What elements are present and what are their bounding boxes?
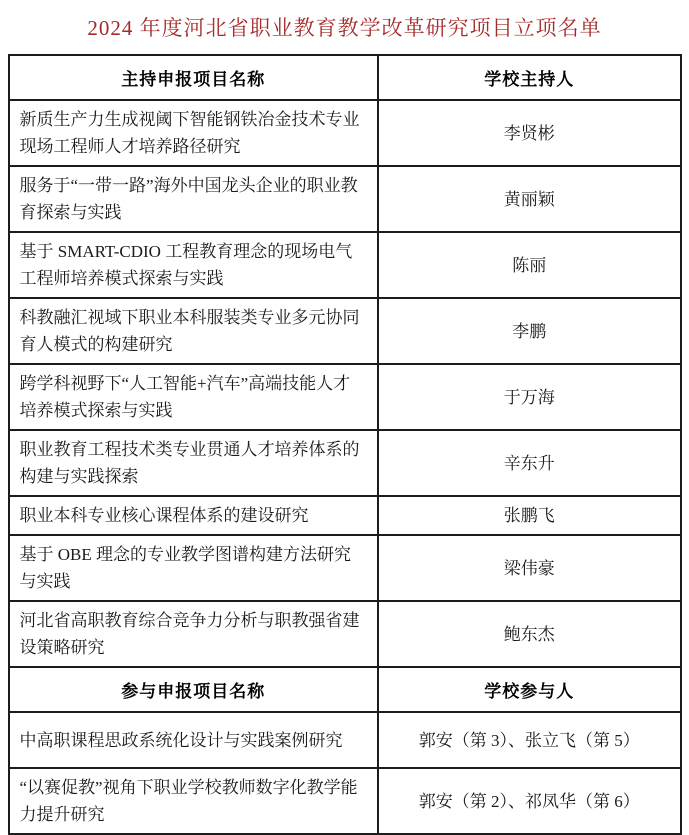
- page-title: 2024 年度河北省职业教育教学改革研究项目立项名单: [87, 16, 602, 40]
- table-row: [9, 496, 681, 535]
- project-name-cell: 跨学科视野下“人工智能+汽车”高端技能人才培养模式探索与实践: [9, 364, 379, 430]
- person-name-cell: 鲍东杰: [378, 601, 680, 667]
- person-name-cell: 黄丽颖: [378, 166, 680, 232]
- project-name-cell: “以赛促教”视角下职业学校教师数字化教学能力提升研究: [9, 768, 379, 834]
- project-name-cell: 基于 OBE 理念的专业教学图谱构建方法研究与实践: [9, 535, 379, 601]
- project-name-cell: 河北省高职教育综合竞争力分析与职教强省建设策略研究: [9, 601, 379, 667]
- table-row: [9, 364, 681, 430]
- table-row: [9, 298, 681, 364]
- hosted-project-column-header: 主持申报项目名称: [9, 55, 379, 100]
- person-name-cell: 梁伟豪: [378, 535, 680, 601]
- project-name-cell: 职业教育工程技术类专业贯通人才培养体系的构建与实践探索: [9, 430, 379, 496]
- project-name-cell: 中高职课程思政系统化设计与实践案例研究: [9, 712, 379, 768]
- table-row: [9, 535, 681, 601]
- hosted-person-column-header: 学校主持人: [378, 55, 680, 100]
- participated-project-column-header: 参与申报项目名称: [9, 667, 379, 712]
- person-name-cell: 李贤彬: [378, 100, 680, 166]
- project-roster-table: [8, 54, 682, 835]
- table-row: [9, 768, 681, 834]
- table-row: [9, 166, 681, 232]
- person-name-cell: 李鹏: [378, 298, 680, 364]
- table-row: [9, 601, 681, 667]
- table-row: [9, 430, 681, 496]
- person-name-cell: 郭安（第 3）、张立飞（第 5）: [378, 712, 680, 768]
- table-row: [9, 232, 681, 298]
- participated-person-column-header: 学校参与人: [378, 667, 680, 712]
- person-name-cell: 郭安（第 2）、祁凤华（第 6）: [378, 768, 680, 834]
- project-name-cell: 科教融汇视域下职业本科服装类专业多元协同育人模式的构建研究: [9, 298, 379, 364]
- project-name-cell: 新质生产力生成视阈下智能钢铁冶金技术专业现场工程师人才培养路径研究: [9, 100, 379, 166]
- person-name-cell: 于万海: [378, 364, 680, 430]
- project-name-cell: 基于 SMART-CDIO 工程教育理念的现场电气工程师培养模式探索与实践: [9, 232, 379, 298]
- table-row: [9, 712, 681, 768]
- person-name-cell: 陈丽: [378, 232, 680, 298]
- table-row: [9, 100, 681, 166]
- person-name-cell: 辛东升: [378, 430, 680, 496]
- person-name-cell: 张鹏飞: [378, 496, 680, 535]
- hosted-header-row: [9, 55, 681, 100]
- participated-header-row: [9, 667, 681, 712]
- project-name-cell: 服务于“一带一路”海外中国龙头企业的职业教育探索与实践: [9, 166, 379, 232]
- project-name-cell: 职业本科专业核心课程体系的建设研究: [9, 496, 379, 535]
